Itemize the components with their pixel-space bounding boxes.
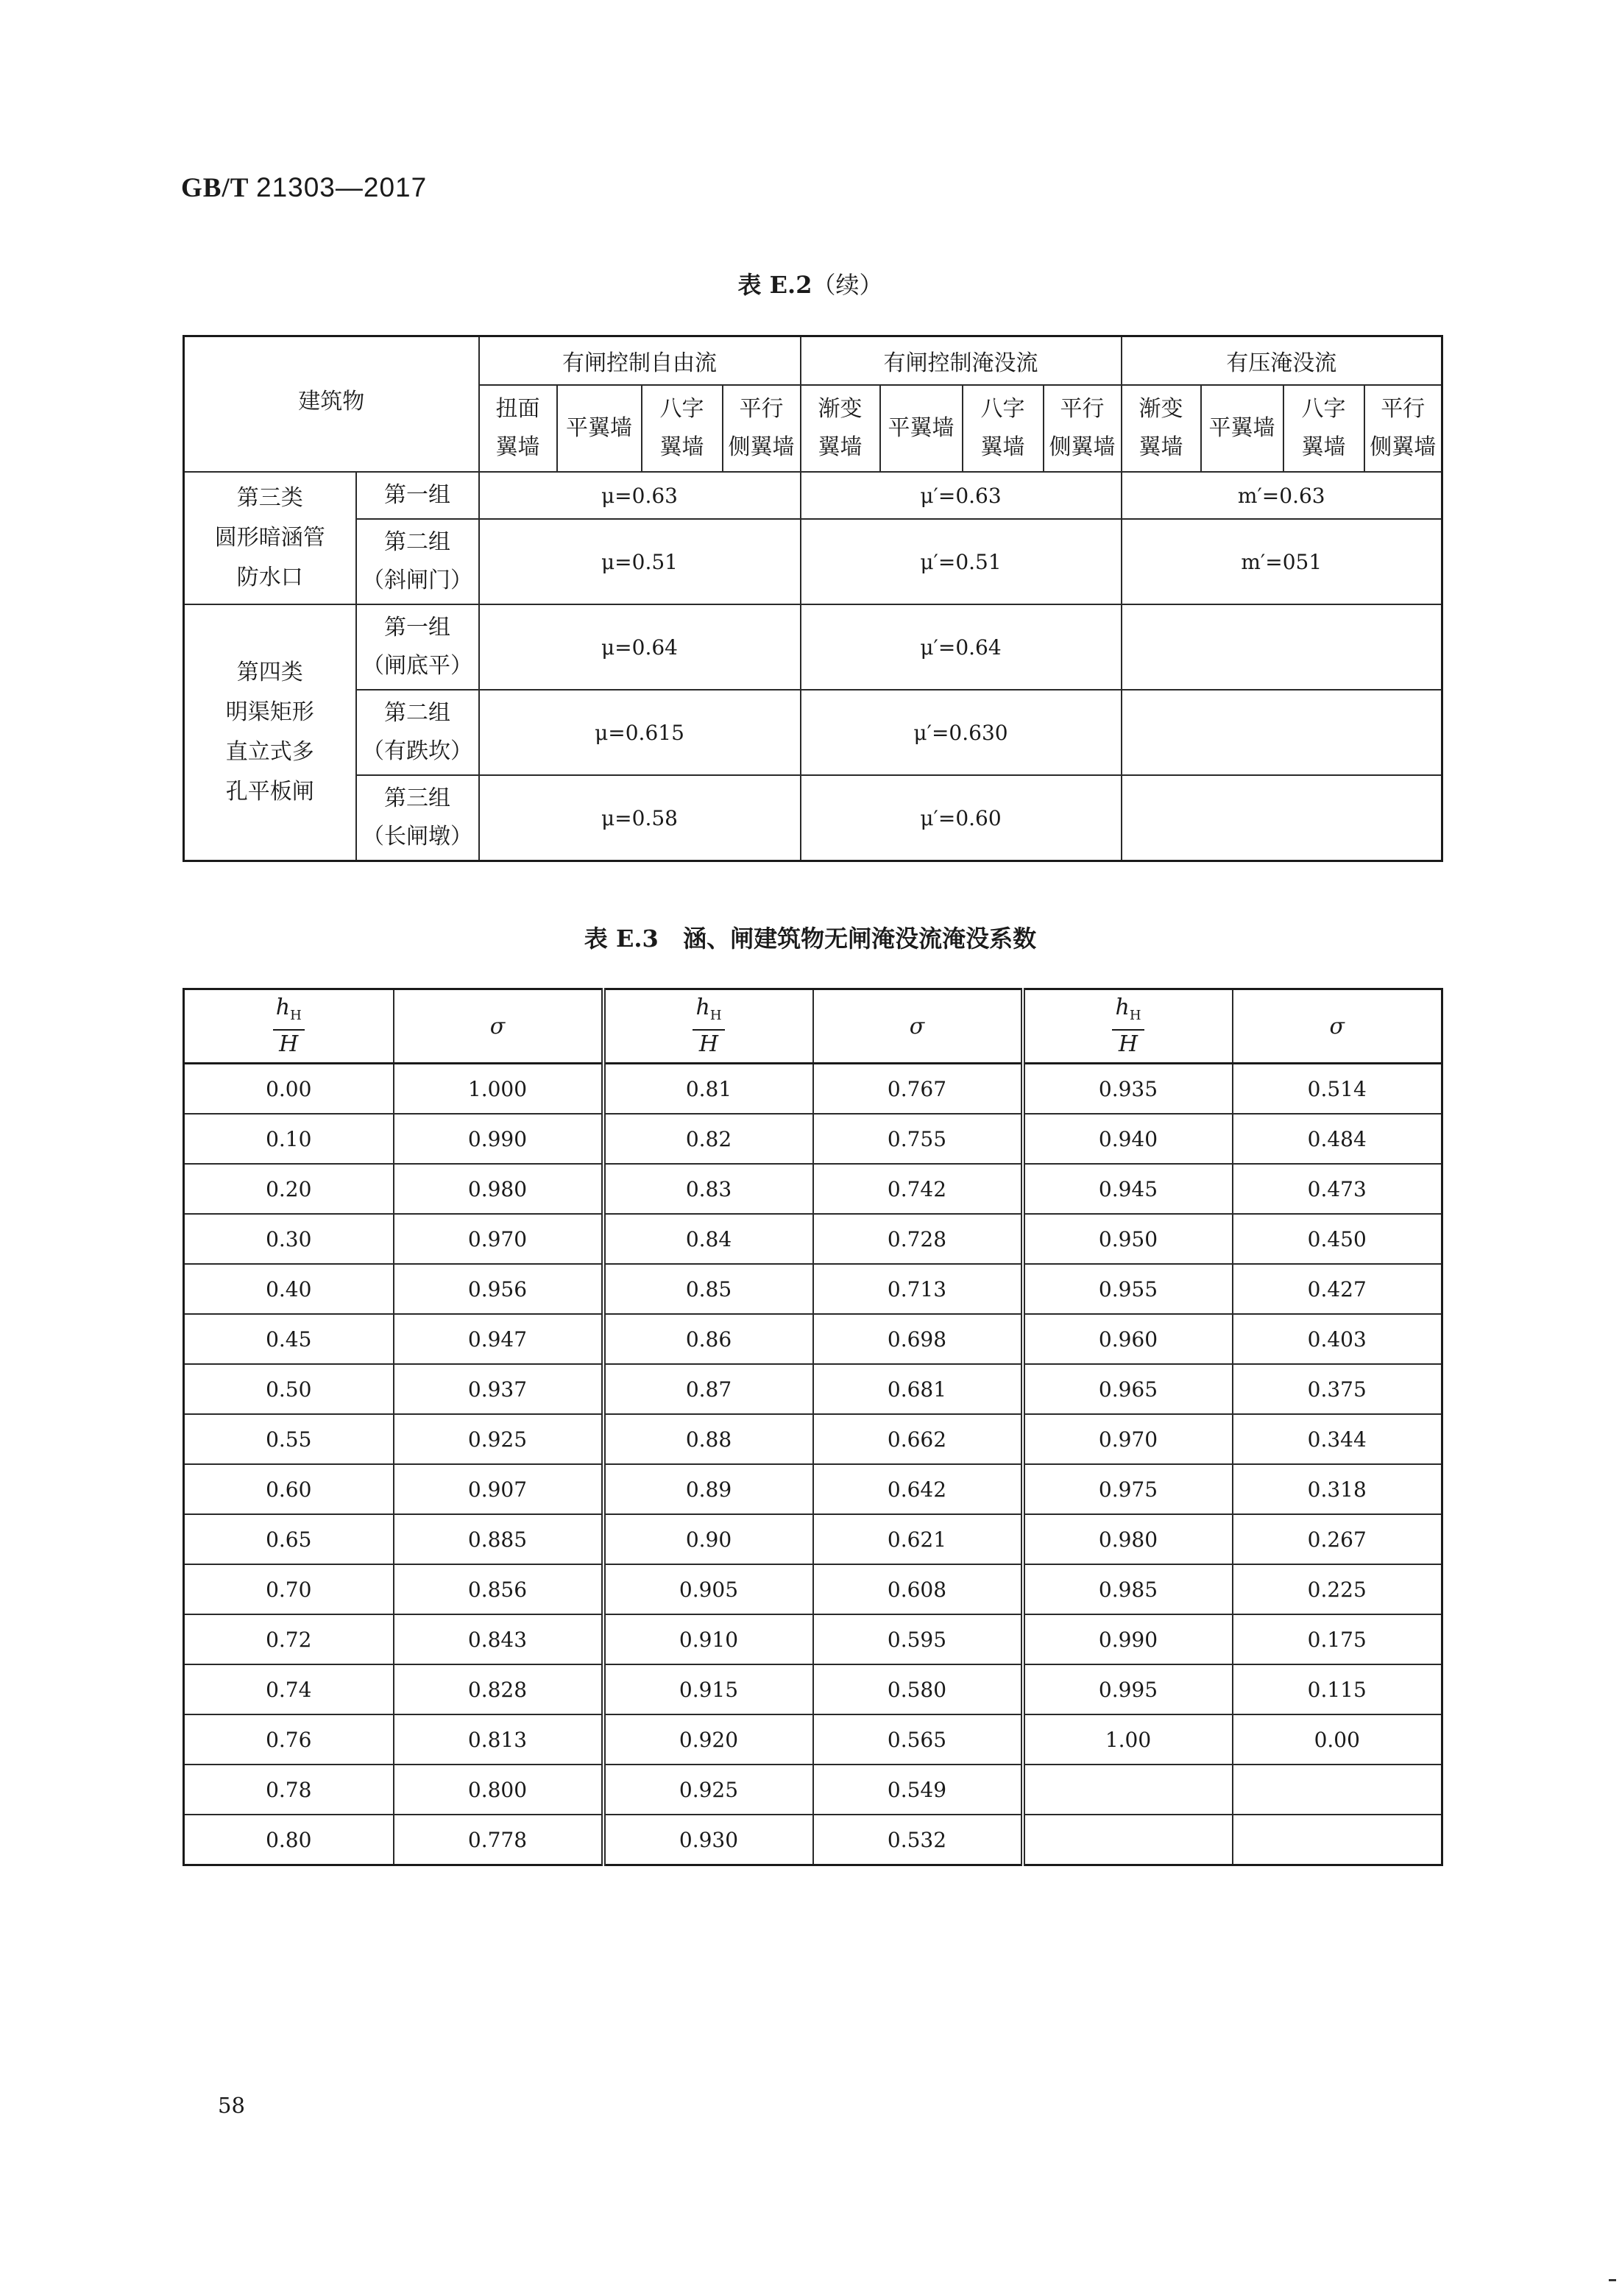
cell-line: 圆形暗涵管 bbox=[214, 525, 325, 551]
table-row bbox=[184, 775, 1442, 861]
ratio-h-subscript: H bbox=[1129, 1007, 1141, 1023]
sigma-cell: 1.000 bbox=[394, 1064, 603, 1115]
col-header-sigma: σ bbox=[813, 989, 1023, 1064]
coef-submerged-flow bbox=[801, 604, 1122, 690]
ratio-cell bbox=[1023, 1765, 1233, 1815]
sigma-cell: 0.565 bbox=[813, 1714, 1023, 1765]
sigma-cell bbox=[1233, 1815, 1442, 1865]
sigma-cell: 0.532 bbox=[813, 1815, 1023, 1865]
ratio-cell: 0.74 bbox=[184, 1664, 394, 1714]
ratio-cell: 0.930 bbox=[603, 1815, 813, 1865]
ratio-cell: 0.40 bbox=[184, 1264, 394, 1314]
coef-free-flow-value: μ=0.58 bbox=[601, 805, 678, 830]
group-cell bbox=[356, 472, 479, 519]
ratio-cell: 0.72 bbox=[184, 1614, 394, 1664]
table-row bbox=[184, 1364, 1442, 1414]
coef-free-flow bbox=[479, 472, 801, 519]
ratio-cell: 0.940 bbox=[1023, 1114, 1233, 1164]
coef-free-flow-value: μ=0.63 bbox=[601, 483, 678, 508]
table-row bbox=[184, 604, 1442, 690]
sigma-cell: 0.621 bbox=[813, 1514, 1023, 1564]
cell-line: 第一组 bbox=[384, 615, 450, 640]
cell-line: 第二组 bbox=[384, 529, 450, 555]
sigma-cell: 0.800 bbox=[394, 1765, 603, 1815]
cell-line: 侧翼墙 bbox=[728, 434, 795, 460]
ratio-cell: 0.81 bbox=[603, 1064, 813, 1115]
coef-submerged-flow bbox=[801, 519, 1122, 604]
ratio-cell: 0.10 bbox=[184, 1114, 394, 1164]
cell-line: 第三组 bbox=[384, 785, 450, 811]
cell-line: 平行 bbox=[739, 396, 784, 422]
cell-line: 侧翼墙 bbox=[1370, 434, 1437, 460]
cell-line: 明渠矩形 bbox=[225, 699, 314, 725]
sigma-cell: 0.318 bbox=[1233, 1464, 1442, 1514]
cell-line: （有跌坎） bbox=[362, 738, 472, 764]
subheader-cell bbox=[557, 385, 642, 472]
ratio-cell: 0.83 bbox=[603, 1164, 813, 1214]
ratio-cell: 0.50 bbox=[184, 1364, 394, 1414]
coef-free-flow bbox=[479, 775, 801, 861]
sigma-cell: 0.549 bbox=[813, 1765, 1023, 1815]
ratio-cell: 0.45 bbox=[184, 1314, 394, 1364]
sigma-cell: 0.742 bbox=[813, 1164, 1023, 1214]
ratio-cell: 0.955 bbox=[1023, 1264, 1233, 1314]
sigma-cell: 0.115 bbox=[1233, 1664, 1442, 1714]
sigma-cell: 0.885 bbox=[394, 1514, 603, 1564]
sigma-cell: 0.344 bbox=[1233, 1414, 1442, 1464]
cell-line: （闸底平） bbox=[362, 653, 472, 679]
cell-line: 第一组 bbox=[384, 482, 450, 508]
cell-line: 渐变 bbox=[818, 396, 863, 422]
ratio-cell: 1.00 bbox=[1023, 1714, 1233, 1765]
standard-code bbox=[181, 172, 427, 204]
ratio-cell: 0.89 bbox=[603, 1464, 813, 1514]
table-e2-caption-main: 表 E.2 bbox=[737, 271, 812, 299]
sigma-cell: 0.755 bbox=[813, 1114, 1023, 1164]
coef-pressure-flow bbox=[1122, 690, 1442, 775]
cell-line: 翼墙 bbox=[659, 434, 704, 460]
sigma-cell: 0.403 bbox=[1233, 1314, 1442, 1364]
coef-free-flow-value: μ=0.615 bbox=[595, 720, 684, 745]
ratio-denominator: H bbox=[698, 1031, 719, 1057]
ratio-cell: 0.00 bbox=[184, 1064, 394, 1115]
page-number: 58 bbox=[218, 2093, 245, 2118]
ratio-cell: 0.920 bbox=[603, 1714, 813, 1765]
sigma-cell: 0.778 bbox=[394, 1815, 603, 1865]
cell-line: 翼墙 bbox=[980, 434, 1025, 460]
ratio-cell: 0.990 bbox=[1023, 1614, 1233, 1664]
corner-mark bbox=[1609, 2279, 1616, 2281]
cell-line: 平翼墙 bbox=[1208, 415, 1275, 441]
ratio-cell: 0.935 bbox=[1023, 1064, 1233, 1115]
table-row bbox=[184, 1514, 1442, 1564]
cell-line: 渐变 bbox=[1138, 396, 1183, 422]
cell-line: 第四类 bbox=[236, 660, 303, 685]
sigma-cell: 0.856 bbox=[394, 1564, 603, 1614]
subheader-cell bbox=[880, 385, 963, 472]
cell-line: 八字 bbox=[980, 396, 1025, 422]
ratio-cell: 0.970 bbox=[1023, 1414, 1233, 1464]
sigma-cell: 0.580 bbox=[813, 1664, 1023, 1714]
ratio-cell: 0.82 bbox=[603, 1114, 813, 1164]
cell-line: （长闸墩） bbox=[362, 824, 472, 849]
category-cell bbox=[184, 472, 356, 604]
table-row bbox=[184, 1064, 1442, 1115]
group-header: 有压淹没流 bbox=[1122, 336, 1442, 386]
ratio-h-subscript: H bbox=[290, 1007, 302, 1023]
cell-line: 平翼墙 bbox=[566, 415, 632, 441]
cell-line: 八字 bbox=[659, 396, 704, 422]
group-header: 有闸控制淹没流 bbox=[801, 336, 1122, 386]
table-row bbox=[184, 1564, 1442, 1614]
coef-free-flow bbox=[479, 690, 801, 775]
group-header: 有闸控制自由流 bbox=[479, 336, 801, 386]
ratio-denominator: H bbox=[279, 1031, 299, 1057]
sigma-cell: 0.843 bbox=[394, 1614, 603, 1664]
ratio-h: h bbox=[695, 994, 710, 1020]
table-row bbox=[184, 1714, 1442, 1765]
ratio-cell: 0.945 bbox=[1023, 1164, 1233, 1214]
table-row bbox=[184, 1314, 1442, 1364]
table-row bbox=[184, 1264, 1442, 1314]
ratio-h: h bbox=[1115, 994, 1130, 1020]
ratio-cell: 0.915 bbox=[603, 1664, 813, 1714]
table-row bbox=[184, 1614, 1442, 1664]
table-e3-caption-title: 涵、闸建筑物无闸淹没流淹没系数 bbox=[683, 925, 1037, 953]
cell-line: 平翼墙 bbox=[888, 415, 955, 441]
sigma-cell: 0.642 bbox=[813, 1464, 1023, 1514]
table-row bbox=[184, 472, 1442, 519]
subheader-cell bbox=[801, 385, 880, 472]
ratio-cell: 0.925 bbox=[603, 1765, 813, 1815]
category-cell bbox=[184, 604, 356, 861]
coef-pressure-flow bbox=[1122, 775, 1442, 861]
sigma-cell: 0.937 bbox=[394, 1364, 603, 1414]
cell-line: 防水口 bbox=[236, 565, 303, 590]
sigma-cell: 0.681 bbox=[813, 1364, 1023, 1414]
ratio-cell: 0.84 bbox=[603, 1214, 813, 1264]
ratio-numerator bbox=[1112, 996, 1144, 1031]
table-e3-caption bbox=[181, 920, 1439, 954]
ratio-cell: 0.905 bbox=[603, 1564, 813, 1614]
ratio-cell: 0.965 bbox=[1023, 1364, 1233, 1414]
col-header-ratio bbox=[184, 989, 394, 1064]
sigma-cell bbox=[1233, 1765, 1442, 1815]
cell-line: 孔平板闸 bbox=[225, 779, 314, 805]
ratio-fraction bbox=[1112, 996, 1144, 1057]
sigma-cell: 0.713 bbox=[813, 1264, 1023, 1314]
coef-pressure-flow bbox=[1122, 604, 1442, 690]
sigma-cell: 0.728 bbox=[813, 1214, 1023, 1264]
subheader-cell bbox=[1044, 385, 1122, 472]
subheader-cell bbox=[1364, 385, 1442, 472]
group-cell bbox=[356, 775, 479, 861]
sigma-cell: 0.907 bbox=[394, 1464, 603, 1514]
ratio-cell: 0.78 bbox=[184, 1765, 394, 1815]
table-e2-caption bbox=[181, 266, 1439, 300]
coef-submerged-flow bbox=[801, 775, 1122, 861]
ratio-cell: 0.60 bbox=[184, 1464, 394, 1514]
sigma-cell: 0.00 bbox=[1233, 1714, 1442, 1765]
ratio-cell: 0.90 bbox=[603, 1514, 813, 1564]
sigma-cell: 0.450 bbox=[1233, 1214, 1442, 1264]
ratio-cell: 0.980 bbox=[1023, 1514, 1233, 1564]
sigma-cell: 0.225 bbox=[1233, 1564, 1442, 1614]
sigma-cell: 0.828 bbox=[394, 1664, 603, 1714]
subheader-cell bbox=[642, 385, 723, 472]
coef-free-flow bbox=[479, 604, 801, 690]
table-e3 bbox=[183, 988, 1443, 1866]
coef-submerged-flow-value: μ′=0.64 bbox=[920, 635, 1002, 660]
coef-pressure-flow-value: m′=051 bbox=[1241, 549, 1322, 574]
cell-line: 翼墙 bbox=[1138, 434, 1183, 460]
sigma-cell: 0.175 bbox=[1233, 1614, 1442, 1664]
ratio-cell: 0.76 bbox=[184, 1714, 394, 1765]
sigma-cell: 0.608 bbox=[813, 1564, 1023, 1614]
ratio-cell: 0.975 bbox=[1023, 1464, 1233, 1514]
coef-free-flow-value: μ=0.64 bbox=[601, 635, 678, 660]
subheader-cell bbox=[479, 385, 557, 472]
ratio-cell: 0.86 bbox=[603, 1314, 813, 1364]
subheader-cell bbox=[1283, 385, 1364, 472]
coef-submerged-flow-value: μ′=0.60 bbox=[920, 805, 1002, 830]
table-row bbox=[184, 1464, 1442, 1514]
col-header-ratio bbox=[1023, 989, 1233, 1064]
ratio-numerator bbox=[693, 996, 724, 1031]
ratio-fraction bbox=[273, 996, 305, 1057]
cell-line: 翼墙 bbox=[818, 434, 863, 460]
ratio-cell: 0.960 bbox=[1023, 1314, 1233, 1364]
ratio-h: h bbox=[275, 994, 291, 1020]
ratio-cell: 0.910 bbox=[603, 1614, 813, 1664]
cell-line: 平行 bbox=[1060, 396, 1105, 422]
sigma-cell: 0.947 bbox=[394, 1314, 603, 1364]
group-cell bbox=[356, 604, 479, 690]
ratio-cell: 0.55 bbox=[184, 1414, 394, 1464]
ratio-cell: 0.985 bbox=[1023, 1564, 1233, 1614]
table-e2-caption-continued: （续） bbox=[812, 271, 883, 299]
coef-submerged-flow bbox=[801, 690, 1122, 775]
col-header-sigma: σ bbox=[394, 989, 603, 1064]
ratio-cell: 0.70 bbox=[184, 1564, 394, 1614]
ratio-cell: 0.995 bbox=[1023, 1664, 1233, 1714]
ratio-cell: 0.85 bbox=[603, 1264, 813, 1314]
sigma-cell: 0.925 bbox=[394, 1414, 603, 1464]
table-row bbox=[184, 1114, 1442, 1164]
ratio-cell: 0.87 bbox=[603, 1364, 813, 1414]
cell-line: 第二组 bbox=[384, 700, 450, 726]
cell-line: 平行 bbox=[1381, 396, 1426, 422]
sigma-cell: 0.427 bbox=[1233, 1264, 1442, 1314]
ratio-cell: 0.88 bbox=[603, 1414, 813, 1464]
standard-number: 21303—2017 bbox=[256, 172, 428, 202]
sigma-cell: 0.484 bbox=[1233, 1114, 1442, 1164]
sigma-cell: 0.698 bbox=[813, 1314, 1023, 1364]
subheader-cell bbox=[1201, 385, 1283, 472]
cell-line: 扭面 bbox=[495, 396, 540, 422]
sigma-cell: 0.595 bbox=[813, 1614, 1023, 1664]
table-row bbox=[184, 1164, 1442, 1214]
sigma-cell: 0.473 bbox=[1233, 1164, 1442, 1214]
subheader-cell bbox=[963, 385, 1044, 472]
cell-line: 翼墙 bbox=[495, 434, 540, 460]
sigma-cell: 0.767 bbox=[813, 1064, 1023, 1115]
sigma-cell: 0.980 bbox=[394, 1164, 603, 1214]
sigma-cell: 0.956 bbox=[394, 1264, 603, 1314]
ratio-denominator: H bbox=[1118, 1031, 1138, 1057]
coef-free-flow bbox=[479, 519, 801, 604]
cell-line: 八字 bbox=[1301, 396, 1346, 422]
cell-line: 直立式多 bbox=[225, 739, 314, 765]
coef-pressure-flow-value: m′=0.63 bbox=[1237, 483, 1325, 508]
col-header-sigma: σ bbox=[1233, 989, 1442, 1064]
table-row bbox=[184, 1815, 1442, 1865]
coef-pressure-flow bbox=[1122, 519, 1442, 604]
coef-free-flow-value: μ=0.51 bbox=[601, 549, 678, 574]
table-row bbox=[184, 1765, 1442, 1815]
ratio-cell bbox=[1023, 1815, 1233, 1865]
subheader-cell bbox=[723, 385, 801, 472]
table-row bbox=[184, 1214, 1442, 1264]
table-e3-caption-main: 表 E.3 bbox=[584, 925, 659, 953]
standard-prefix: GB/T bbox=[181, 173, 249, 203]
sigma-cell: 0.813 bbox=[394, 1714, 603, 1765]
sigma-cell: 0.662 bbox=[813, 1414, 1023, 1464]
sigma-cell: 0.375 bbox=[1233, 1364, 1442, 1414]
group-cell bbox=[356, 519, 479, 604]
subheader-cell bbox=[1122, 385, 1201, 472]
sigma-cell: 0.970 bbox=[394, 1214, 603, 1264]
cell-line: 侧翼墙 bbox=[1049, 434, 1116, 460]
coef-submerged-flow-value: μ′=0.630 bbox=[913, 720, 1008, 745]
cell-line: 翼墙 bbox=[1301, 434, 1346, 460]
ratio-numerator bbox=[273, 996, 305, 1031]
ratio-cell: 0.65 bbox=[184, 1514, 394, 1564]
table-row bbox=[184, 1664, 1442, 1714]
cell-line: （斜闸门） bbox=[362, 568, 472, 593]
sigma-cell: 0.990 bbox=[394, 1114, 603, 1164]
ratio-h-subscript: H bbox=[709, 1007, 722, 1023]
group-cell bbox=[356, 690, 479, 775]
ratio-fraction bbox=[693, 996, 724, 1057]
ratio-cell: 0.950 bbox=[1023, 1214, 1233, 1264]
coef-submerged-flow bbox=[801, 472, 1122, 519]
table-e2 bbox=[183, 335, 1443, 862]
ratio-cell: 0.80 bbox=[184, 1815, 394, 1865]
sigma-cell: 0.267 bbox=[1233, 1514, 1442, 1564]
coef-submerged-flow-value: μ′=0.63 bbox=[920, 483, 1002, 508]
ratio-cell: 0.20 bbox=[184, 1164, 394, 1214]
table-row bbox=[184, 1414, 1442, 1464]
coef-pressure-flow bbox=[1122, 472, 1442, 519]
cell-line: 第三类 bbox=[236, 485, 303, 511]
col-header-ratio bbox=[603, 989, 813, 1064]
coef-submerged-flow-value: μ′=0.51 bbox=[920, 549, 1002, 574]
table-e2-corner: 建筑物 bbox=[184, 336, 479, 473]
ratio-cell: 0.30 bbox=[184, 1214, 394, 1264]
table-row bbox=[184, 690, 1442, 775]
table-row bbox=[184, 519, 1442, 604]
sigma-cell: 0.514 bbox=[1233, 1064, 1442, 1115]
